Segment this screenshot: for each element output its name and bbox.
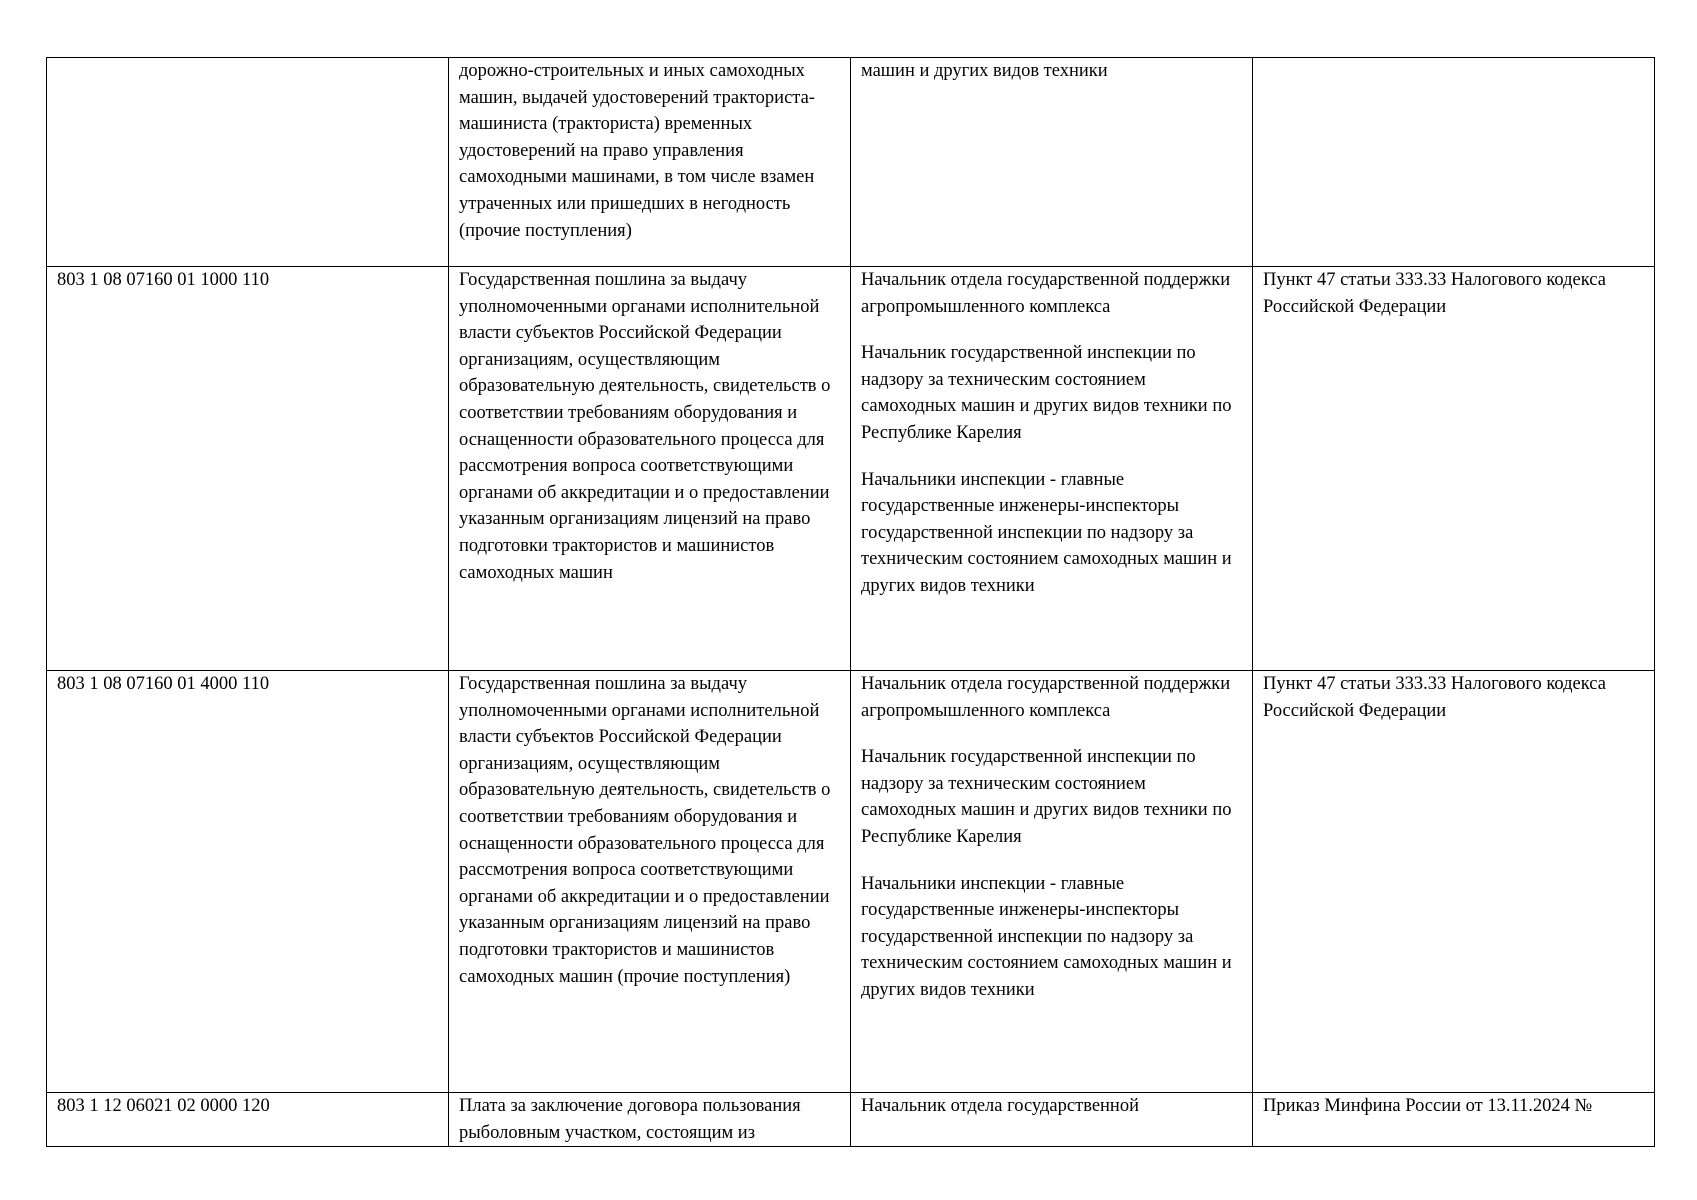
revenue-administrators-table [46, 57, 1655, 1147]
legal-basis-cell [1253, 58, 1655, 267]
responsible-official-text: Начальник государственной инспекции по надзору за техническим состоянием самоходных машин и других видов техники по Республике Карелия [861, 747, 1232, 847]
responsible-official-cell [851, 1093, 1253, 1147]
responsible-official-cell [851, 671, 1253, 1093]
revenue-description-cell [449, 58, 851, 267]
revenue-description-cell [449, 1093, 851, 1147]
budget-code-cell: 803 1 08 07160 01 1000 110 [47, 267, 449, 671]
legal-basis-cell: Приказ Минфина России от 13.11.2024 № [1253, 1093, 1655, 1147]
revenue-description-cell [449, 671, 851, 1093]
budget-code-cell [47, 58, 449, 267]
description-text: Государственная пошлина за выдачу уполномоченными органами исполнительной власти субъектов Российской Федерации организациям, осуществляющим образовательную деятельность, свидетельств о соответствии требованиям оборудования и оснащенности образовательного процесса для рассмотрения вопроса соответствующими органами об аккредитации и о предоставлении указанным организациям лицензий на право подготовки трактористов и машинистов самоходных машин [459, 270, 831, 583]
description-text: дорожно-строительных и иных самоходных машин, выдачей удостоверений тракториста-машиниста (тракториста) временных удостоверений на право управления самоходными машинами, в том числе взамен утраченных или пришедших в негодность (прочие поступления) [459, 61, 815, 241]
description-text: Государственная пошлина за выдачу уполномоченными органами исполнительной власти субъектов Российской Федерации организациям, осуществляющим образовательную деятельность, свидетельств о соответствии требованиям оборудования и оснащенности образовательного процесса для рассмотрения вопроса соответствующими органами об аккредитации и о предоставлении указанным организациям лицензий на право подготовки трактористов и машинистов самоходных машин (прочие поступления) [459, 674, 831, 987]
responsible-official-text: Начальник отдела государственной [861, 1096, 1139, 1116]
budget-code-cell: 803 1 08 07160 01 4000 110 [47, 671, 449, 1093]
responsible-official-text: Начальники инспекции - главные государственные инженеры-инспекторы государственной инспекции по надзору за техническим состоянием самоходных машин и других видов техники [861, 873, 1232, 1000]
legal-basis-cell: Пункт 47 статьи 333.33 Налогового кодекса Российской Федерации [1253, 267, 1655, 671]
responsible-official-text: Начальник отдела государственной поддержки агропромышленного комплекса [861, 270, 1231, 317]
responsible-official-text: машин и других видов техники [861, 61, 1108, 81]
responsible-official-text: Начальники инспекции - главные государственные инженеры-инспекторы государственной инспекции по надзору за техническим состоянием самоходных машин и других видов техники [861, 469, 1232, 596]
table-row [47, 671, 1655, 1093]
table-row [47, 58, 1655, 267]
responsible-official-text: Начальник отдела государственной поддержки агропромышленного комплекса [861, 674, 1231, 721]
responsible-official-text: Начальник государственной инспекции по надзору за техническим состоянием самоходных машин и других видов техники по Республике Карелия [861, 343, 1232, 443]
legal-basis-cell: Пункт 47 статьи 333.33 Налогового кодекса Российской Федерации [1253, 671, 1655, 1093]
revenue-description-cell [449, 267, 851, 671]
description-text: Плата за заключение договора пользования рыболовным участком, состоящим из [459, 1096, 801, 1143]
budget-code-cell: 803 1 12 06021 02 0000 120 [47, 1093, 449, 1147]
responsible-official-cell [851, 267, 1253, 671]
table-row [47, 267, 1655, 671]
table-row [47, 1093, 1655, 1147]
responsible-official-cell [851, 58, 1253, 267]
